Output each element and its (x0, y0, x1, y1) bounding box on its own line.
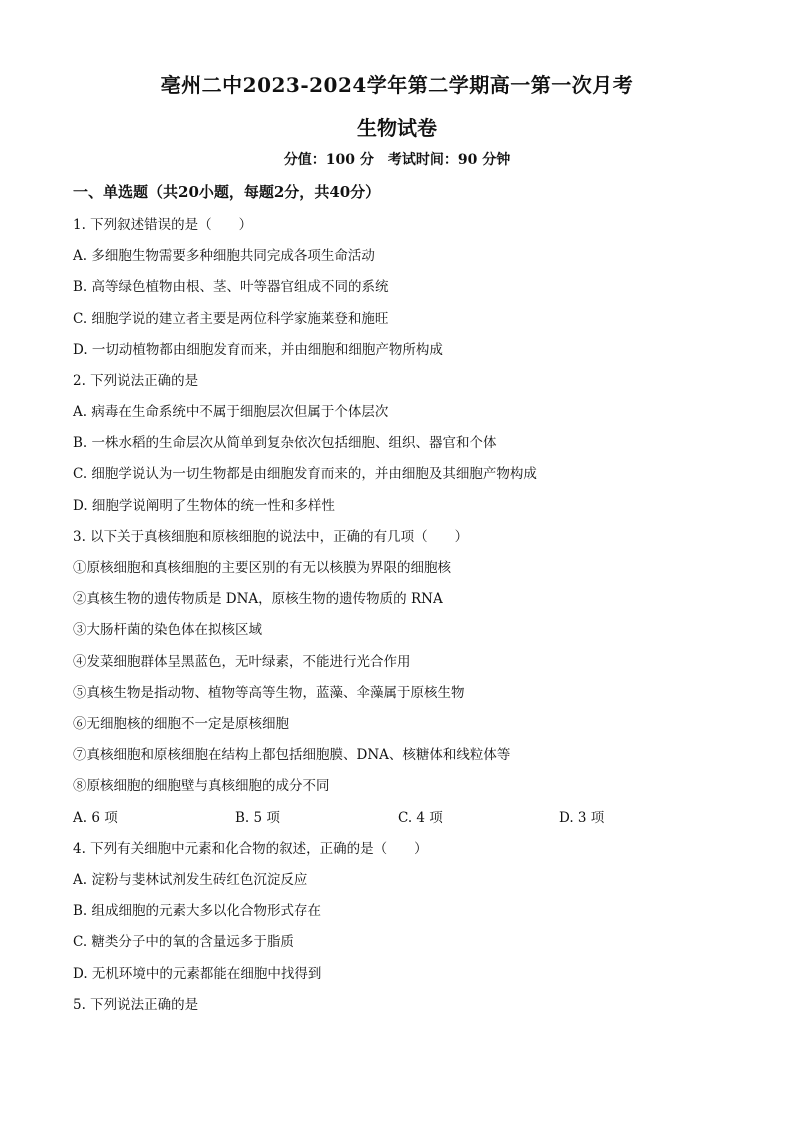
section-heading: 一、单选题（共20小题，每题2分，共40分） (73, 183, 381, 201)
question-2-option-a: A. 病毒在生命系统中不属于细胞层次但属于个体层次 (73, 404, 389, 420)
question-3-option-c: C. 4 项 (398, 810, 443, 826)
question-3-statement-1: ①原核细胞和真核细胞的主要区别的有无以核膜为界限的细胞核 (73, 560, 451, 576)
question-1-option-c: C. 细胞学说的建立者主要是两位科学家施莱登和施旺 (73, 311, 389, 327)
exam-meta: 分值：100 分 考试时间：90 分钟 (283, 152, 511, 168)
question-5-stem: 5. 下列说法正确的是 (73, 997, 199, 1013)
question-1-option-b: B. 高等绿色植物由根、茎、叶等器官组成不同的系统 (73, 279, 389, 295)
question-3-statement-2: ②真核生物的遗传物质是 DNA，原核生物的遗传物质的 RNA (73, 591, 443, 607)
question-3-statement-4: ④发菜细胞群体呈黑蓝色，无叶绿素，不能进行光合作用 (73, 654, 411, 670)
question-1-option-d: D. 一切动植物都由细胞发育而来，并由细胞和细胞产物所构成 (73, 342, 443, 358)
question-3-statement-5: ⑤真核生物是指动物、植物等高等生物，蓝藻、伞藻属于原核生物 (73, 685, 465, 701)
question-3-option-b: B. 5 项 (235, 810, 280, 826)
question-3-option-a: A. 6 项 (73, 810, 118, 826)
question-4-option-c: C. 糖类分子中的氧的含量远多于脂质 (73, 934, 294, 950)
exam-title: 亳州二中2023-2024学年第二学期高一第一次月考 (160, 73, 634, 97)
question-2-option-d: D. 细胞学说阐明了生物体的统一性和多样性 (73, 498, 335, 514)
question-3-statement-8: ⑧原核细胞的细胞壁与真核细胞的成分不同 (73, 778, 330, 794)
question-3-option-d: D. 3 项 (559, 810, 605, 826)
question-3-statement-6: ⑥无细胞核的细胞不一定是原核细胞 (73, 716, 289, 732)
question-4-option-d: D. 无机环境中的元素都能在细胞中找得到 (73, 966, 322, 982)
question-3-statement-3: ③大肠杆菌的染色体在拟核区域 (73, 622, 262, 638)
question-4-option-a: A. 淀粉与斐林试剂发生砖红色沉淀反应 (73, 872, 308, 888)
question-2-option-b: B. 一株水稻的生命层次从简单到复杂依次包括细胞、组织、器官和个体 (73, 435, 497, 451)
question-2-stem: 2. 下列说法正确的是 (73, 373, 199, 389)
question-3-stem: 3. 以下关于真核细胞和原核细胞的说法中，正确的有几项（ ） (73, 529, 469, 545)
question-1-stem: 1. 下列叙述错误的是（ ） (73, 217, 253, 233)
question-4-option-b: B. 组成细胞的元素大多以化合物形式存在 (73, 903, 322, 919)
question-4-stem: 4. 下列有关细胞中元素和化合物的叙述，正确的是（ ） (73, 841, 428, 857)
exam-subtitle: 生物试卷 (357, 116, 437, 140)
question-3-statement-7: ⑦真核细胞和原核细胞在结构上都包括细胞膜、DNA、核糖体和线粒体等 (73, 747, 511, 763)
question-3-options (73, 806, 633, 826)
question-1-option-a: A. 多细胞生物需要多种细胞共同完成各项生命活动 (73, 248, 375, 264)
question-2-option-c: C. 细胞学说认为一切生物都是由细胞发育而来的，并由细胞及其细胞产物构成 (73, 466, 537, 482)
